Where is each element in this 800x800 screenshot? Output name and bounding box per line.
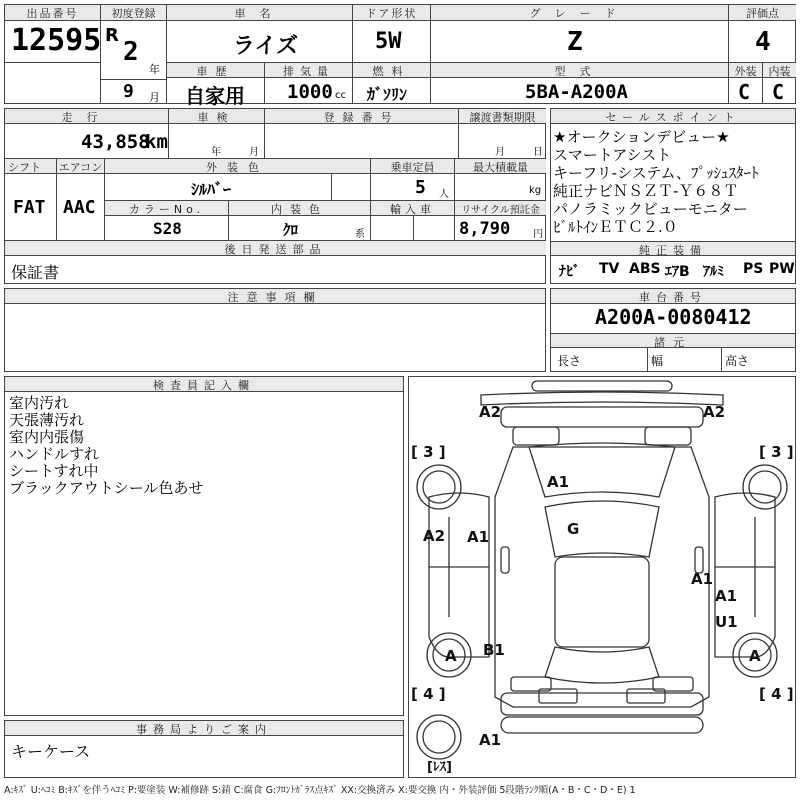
inspection-month-unit: 月 — [249, 147, 259, 158]
interior-grade: C — [772, 80, 785, 104]
mark-a2-left-top: A2 — [479, 403, 502, 421]
mark-b4-left: [ 4 ] — [411, 685, 446, 703]
month-unit: 月 — [149, 91, 160, 104]
chassis-panel — [550, 288, 796, 372]
year-unit: 年 — [149, 63, 160, 76]
spec-width: 幅 — [651, 354, 664, 368]
mark-spare-label: [ﾚｽ] — [427, 760, 452, 775]
equipment-airbag: ｴｱB — [665, 264, 690, 280]
equipment-abs: ABS — [629, 261, 661, 277]
notes-header: 注意事項欄 — [5, 289, 545, 304]
max-load-header: 最大積載量 — [455, 159, 546, 174]
selling-point-5: パノラミックビューモニター — [553, 200, 748, 218]
transfer-day-unit: 日 — [533, 147, 543, 158]
windshield-outline — [545, 501, 659, 557]
inspector-note-3: 室内内張傷 — [9, 428, 85, 446]
front-light-left — [513, 427, 559, 445]
inspector-note-1: 室内汚れ — [9, 394, 70, 412]
ac: AAC — [63, 197, 96, 218]
interior-header: 内装 — [763, 63, 796, 78]
grade-cell — [431, 5, 729, 63]
transfer-month-unit: 月 — [495, 147, 505, 158]
roof-outline — [555, 557, 649, 647]
door-type: 5W — [375, 29, 402, 54]
color-no-header: カラーNo. — [105, 201, 228, 216]
shift-cell — [5, 159, 57, 241]
first-reg-cell — [101, 5, 167, 104]
left-side-outline — [429, 493, 489, 657]
model-cell — [431, 63, 729, 104]
front-right-wheel-inner — [749, 471, 781, 503]
ext-color: ｼﾙﾊﾞｰ — [191, 180, 232, 199]
ac-header: エアコン — [58, 161, 103, 174]
right-side-outline — [715, 493, 775, 657]
lot-cell — [5, 5, 101, 63]
inspection-header: 車検 — [169, 109, 264, 124]
front-bumper-strip — [532, 381, 672, 391]
mark-a-right-wheel: A — [749, 647, 761, 665]
capacity-unit: 人 — [439, 189, 449, 200]
km-unit: km — [145, 131, 168, 153]
equipment-tv: TV — [599, 261, 620, 277]
fuel: ｶﾞｿﾘﾝ — [367, 85, 408, 104]
int-color-unit: 系 — [355, 229, 365, 240]
score-header: 評価点 — [729, 5, 796, 21]
inspector-panel — [4, 376, 404, 716]
inspection-cell — [169, 109, 265, 159]
spec-header: 諸元 — [551, 333, 795, 348]
transfer-cell — [459, 109, 546, 159]
lot-number: 12595 — [11, 23, 102, 58]
spec-height: 高さ — [725, 354, 750, 368]
int-color-cell — [229, 201, 371, 241]
lot-header: 出品番号 — [5, 5, 100, 21]
interior-cell — [763, 63, 796, 104]
office-panel — [4, 720, 404, 778]
displacement-cell — [265, 63, 353, 104]
selling-point-2: スマートアシスト — [553, 146, 672, 164]
fuel-cell — [353, 63, 431, 104]
exterior-grade: C — [738, 80, 751, 104]
equipment-navi: ﾅﾋﾞ — [559, 264, 580, 280]
ac-cell — [57, 159, 105, 241]
mark-b4-right: [ 4 ] — [759, 685, 794, 703]
exterior-header: 外装 — [729, 63, 762, 78]
mark-a1-hood: A1 — [547, 473, 570, 491]
grade: Z — [567, 27, 583, 57]
recycle-header: リサイクル預託金 — [455, 201, 546, 216]
color-no-cell — [105, 201, 229, 241]
mark-a1-rear: A1 — [479, 731, 502, 749]
selling-point-6: ﾋﾞﾙﾄｲﾝＥＴＣ２.０ — [553, 218, 678, 236]
inspector-note-5: シートすれ中 — [9, 462, 99, 480]
first-reg-header: 初度登録 — [101, 5, 166, 21]
mark-u1-right: U1 — [715, 613, 738, 631]
rear-bumper-strip — [501, 717, 703, 733]
color-no: S28 — [153, 219, 182, 238]
max-load-unit: kg — [529, 185, 542, 196]
office-header: 事務局よりご案内 — [5, 721, 403, 736]
model-header: 型式 — [431, 63, 728, 78]
import-cell — [371, 201, 455, 241]
later-parts-header: 後日発送部品 — [5, 241, 546, 256]
reg-no-cell — [265, 109, 459, 159]
selling-point-1: ★オークションデビュー★ — [553, 128, 730, 146]
ext-color-header: 外装色 — [105, 159, 370, 174]
int-color: ｸﾛ — [283, 221, 299, 239]
mileage-header: 走行 — [5, 109, 168, 124]
history: 自家用 — [185, 84, 245, 108]
mark-a2-right-top: A2 — [703, 403, 726, 421]
era: R — [105, 25, 119, 46]
door-cell — [353, 5, 431, 63]
score: 4 — [755, 27, 771, 57]
car-name-cell — [167, 5, 353, 63]
car-diagram — [409, 377, 795, 777]
ext-color-cell — [105, 159, 371, 201]
mid-table — [4, 108, 546, 284]
mark-a1-right-rear: A1 — [715, 587, 738, 605]
rear-bumper — [501, 693, 703, 715]
inspector-note-2: 天張薄汚れ — [9, 411, 85, 429]
front-light-right — [645, 427, 691, 445]
max-load-cell — [455, 159, 546, 201]
equipment-header: 純正装備 — [551, 241, 795, 256]
mark-a1-right-door: A1 — [691, 570, 714, 588]
int-color-header: 内装色 — [229, 201, 370, 216]
mark-b3-right: [ 3 ] — [759, 443, 794, 461]
mark-g-glass: G — [567, 520, 580, 538]
inspector-note-6: ブラックアウトシール色あせ — [9, 479, 204, 497]
front-bumper-outline — [481, 392, 723, 405]
transfer-header: 譲渡書類期限 — [459, 109, 546, 124]
history-cell — [167, 63, 265, 108]
spec-length: 長さ — [557, 354, 582, 368]
yen-unit: 円 — [533, 229, 543, 240]
score-cell — [729, 5, 796, 63]
selling-point-4: 純正ナビＮＳＺＴ-Ｙ６８Ｔ — [553, 182, 739, 200]
legend: A:ｷｽﾞ U:ﾍｺﾐ B:ｷｽﾞを伴うﾍｺﾐ P:要塗装 W:補修跡 S:錆 C:腐食 G:ﾌﾛﾝﾄｶﾞﾗｽ点ｷｽﾞ XX:交換済み X:要交換 内・外装評価 5段階ﾗﾝｸ順(A・B・C・D・E) 1 — [4, 785, 636, 796]
reg-month: 9 — [123, 81, 134, 102]
mileage: 43,858 — [81, 131, 150, 153]
inspection-year-unit: 年 — [211, 147, 221, 158]
import-header: 輸入車 — [371, 201, 454, 216]
office-note: キーケース — [11, 742, 91, 761]
displacement: 1000 — [287, 81, 333, 103]
cc-unit: cc — [335, 90, 346, 101]
selling-points-header: セールスポイント — [551, 109, 795, 124]
chassis-number: A200A-0080412 — [595, 305, 752, 329]
history-header: 車歴 — [167, 63, 264, 78]
lot-blank — [5, 63, 101, 104]
mark-b1-left: B1 — [483, 641, 505, 659]
capacity-cell — [371, 159, 455, 201]
displacement-header: 排気量 — [265, 63, 352, 78]
later-parts: 保証書 — [11, 263, 60, 282]
equipment-alloy: ｱﾙﾐ — [703, 264, 724, 280]
fuel-header: 燃料 — [353, 63, 430, 78]
body-outline — [495, 447, 709, 707]
car-name-header: 車名 — [167, 5, 352, 21]
equipment-ps: PS — [743, 261, 764, 277]
mileage-cell — [5, 109, 169, 159]
car-name: ライズ — [233, 34, 299, 59]
shift-header: シフト — [5, 159, 56, 174]
inspector-note-4: ハンドルすれ — [9, 445, 100, 463]
left-mirror — [501, 547, 509, 573]
recycle: 8,790 — [459, 219, 511, 239]
inspector-header: 検査員記入欄 — [5, 377, 403, 392]
model: 5BA-A200A — [525, 81, 628, 103]
grade-header: グレード — [431, 5, 728, 21]
top-table — [4, 4, 796, 108]
car-diagram-panel — [408, 376, 796, 778]
reg-year: 2 — [123, 37, 139, 67]
selling-points-panel — [550, 108, 796, 284]
recycle-cell — [455, 201, 546, 241]
door-header: ドア形状 — [353, 5, 430, 21]
notes-panel — [4, 288, 546, 372]
reg-no-header: 登録番号 — [265, 109, 458, 124]
mark-b3-left: [ 3 ] — [411, 443, 446, 461]
spare-tire-inner — [423, 721, 455, 753]
selling-point-3: キーフリ-システム、ﾌﾟｯｼｭｽﾀｰﾄ — [553, 164, 759, 182]
mark-a2-left-side: A2 — [423, 527, 446, 545]
front-left-wheel-inner — [423, 471, 455, 503]
mark-a1-left-door: A1 — [467, 528, 490, 546]
mark-a-left-wheel: A — [445, 647, 457, 665]
capacity: 5 — [415, 177, 426, 198]
shift: FAT — [13, 197, 46, 218]
chassis-header: 車台番号 — [551, 289, 795, 304]
exterior-cell — [729, 63, 763, 104]
capacity-header: 乗車定員 — [371, 159, 454, 174]
rear-window-outline — [545, 647, 659, 683]
equipment-pw: PW — [769, 261, 795, 277]
front-bumper-bar — [501, 407, 703, 427]
